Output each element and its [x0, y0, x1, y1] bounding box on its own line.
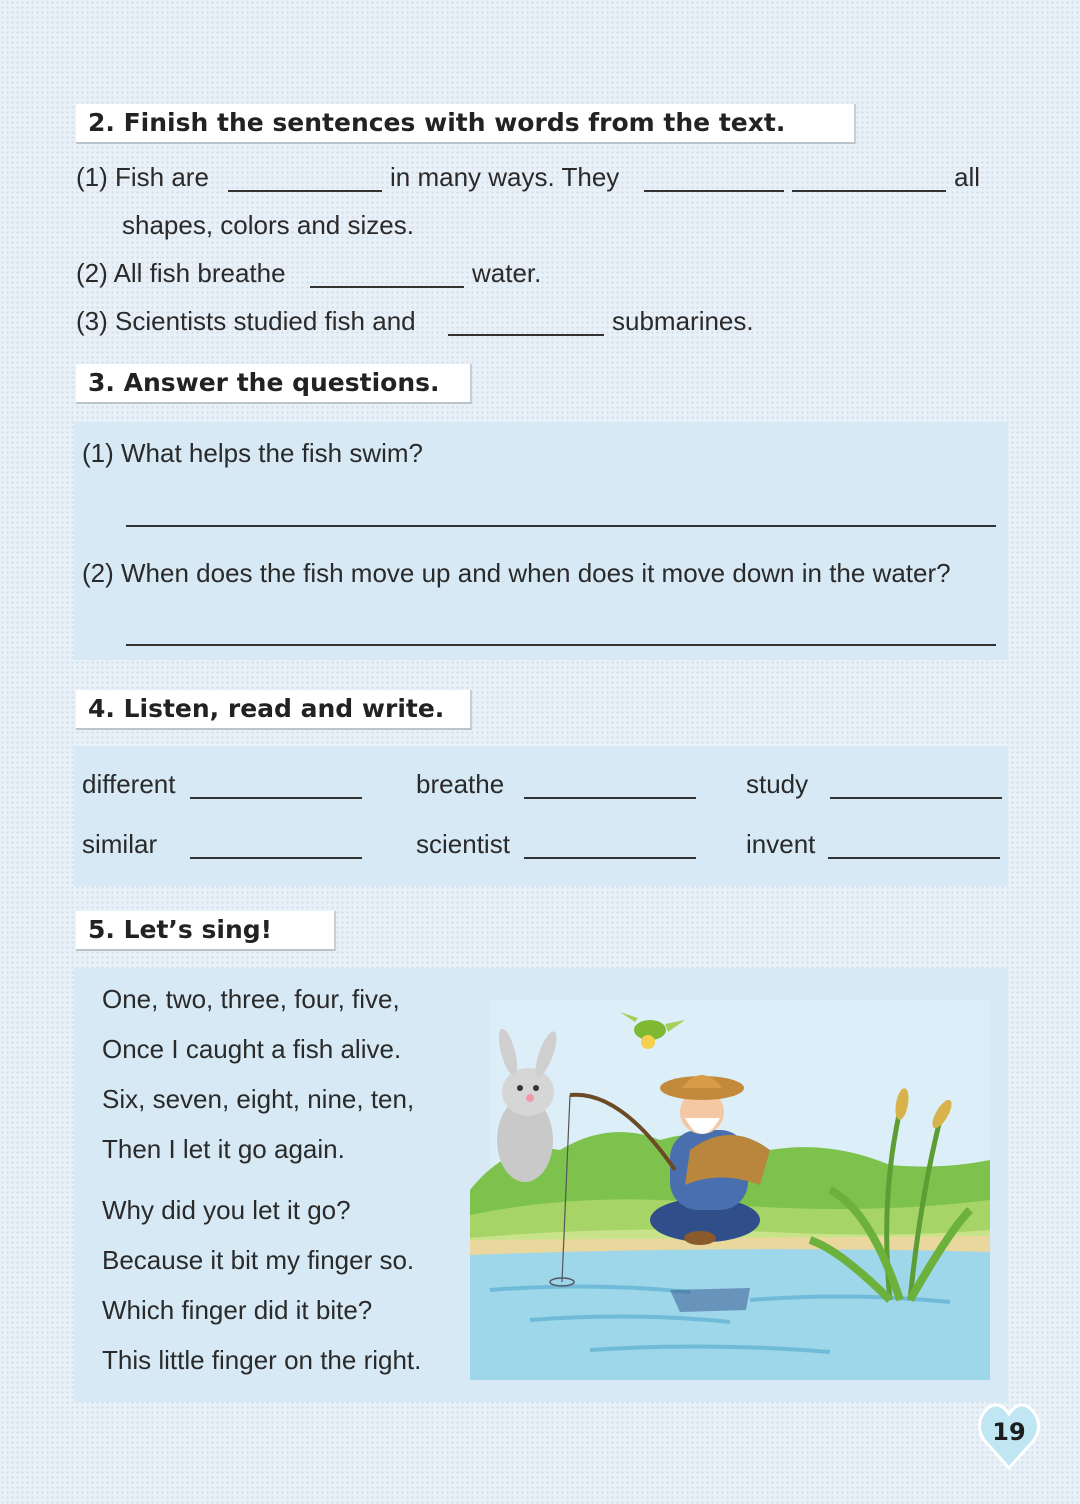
lyric-line: This little finger on the right. [102, 1345, 422, 1375]
section-2-heading: 2. Finish the sentences with words from the text. [76, 104, 856, 144]
word-blank-2[interactable] [524, 797, 696, 799]
question-1: (1) What helps the fish swim? [82, 438, 424, 468]
word-blank-3[interactable] [830, 797, 1002, 799]
lyric-line: Then I let it go again. [102, 1134, 345, 1164]
section-4-heading: 4. Listen, read and write. [76, 690, 472, 730]
word-different: different [82, 769, 176, 799]
lyric-line: Why did you let it go? [102, 1195, 351, 1225]
word-scientist: scientist [416, 829, 510, 859]
page-number-badge [978, 1400, 1040, 1470]
word-blank-1[interactable] [190, 797, 362, 799]
lyric-line: Which finger did it bite? [102, 1295, 373, 1325]
lyric-line: Six, seven, eight, nine, ten, [102, 1084, 415, 1114]
section-5-heading: 5. Let’s sing! [76, 911, 336, 951]
s2-line1-start: (1) Fish are [76, 162, 209, 192]
s2-line1-mid: in many ways. They [390, 162, 620, 192]
s2-line2-start: (2) All fish breathe [76, 258, 286, 288]
blank-4[interactable] [310, 286, 464, 288]
lyric-line: One, two, three, four, five, [102, 984, 400, 1014]
blank-2[interactable] [644, 190, 784, 192]
fishing-illustration [470, 1000, 990, 1380]
answer-line-1[interactable] [126, 525, 996, 527]
s2-line1-cont: shapes, colors and sizes. [122, 210, 414, 240]
s2-line3-start: (3) Scientists studied fish and [76, 306, 416, 336]
word-blank-6[interactable] [828, 857, 1000, 859]
question-2: (2) When does the fish move up and when does it move down in the water? [82, 558, 951, 588]
word-study: study [746, 769, 809, 799]
word-blank-4[interactable] [190, 857, 362, 859]
word-breathe: breathe [416, 769, 505, 799]
word-similar: similar [82, 829, 158, 859]
blank-5[interactable] [448, 334, 604, 336]
s2-line3-end: submarines. [612, 306, 754, 336]
lyric-line: Because it bit my finger so. [102, 1245, 415, 1275]
blank-3[interactable] [792, 190, 946, 192]
page-number: 19 [992, 1418, 1026, 1446]
lyric-line: Once I caught a fish alive. [102, 1034, 402, 1064]
word-invent: invent [746, 829, 816, 859]
blank-1[interactable] [228, 190, 382, 192]
section-3-heading: 3. Answer the questions. [76, 364, 472, 404]
s2-line2-end: water. [472, 258, 542, 288]
s2-line1-end: all [954, 162, 981, 192]
word-blank-5[interactable] [524, 857, 696, 859]
answer-line-2[interactable] [126, 644, 996, 646]
words-panel [74, 746, 1008, 886]
